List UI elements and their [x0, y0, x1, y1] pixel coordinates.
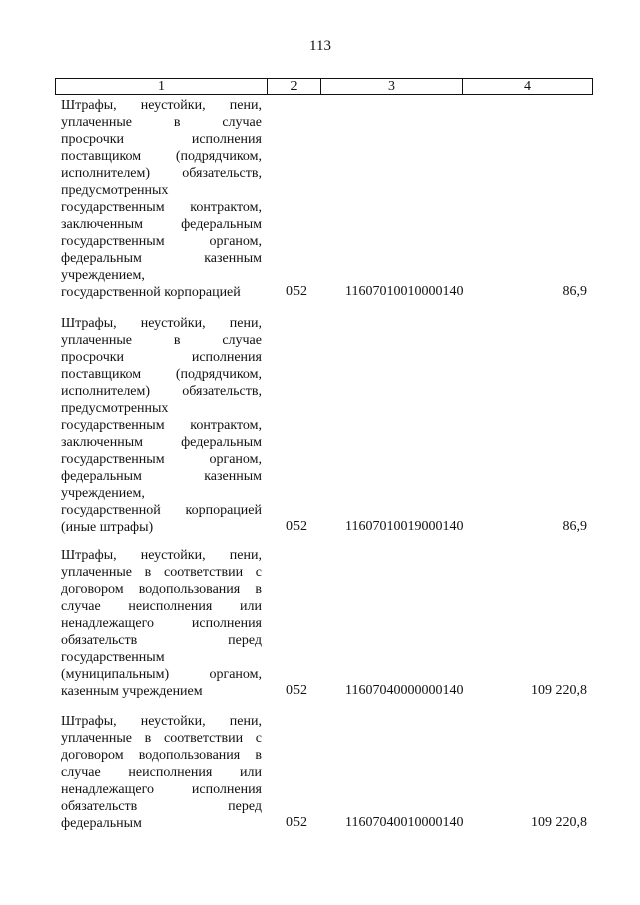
- description-line: случае неисполнения или: [61, 765, 262, 780]
- description-line: предусмотренных: [61, 183, 169, 198]
- row-budget-code: 11607040010000140: [345, 815, 464, 830]
- row-amount: 86,9: [562, 519, 587, 534]
- description-line: обязательств перед: [61, 799, 262, 814]
- description-line: казенным учреждением: [61, 684, 203, 699]
- table-header: [55, 78, 593, 95]
- description-line: Штрафы, неустойки, пени,: [61, 548, 262, 563]
- row-description: [61, 97, 262, 301]
- row-description: [61, 315, 262, 536]
- description-line: договором водопользования в: [61, 582, 262, 597]
- row-budget-code: 11607040000000140: [345, 683, 464, 698]
- description-line: просрочки исполнения: [61, 132, 262, 147]
- row-description: [61, 713, 262, 832]
- description-line: ненадлежащего исполнения: [61, 782, 262, 797]
- description-line: учреждением,: [61, 268, 145, 283]
- description-line: государственной корпорацией: [61, 285, 241, 300]
- description-line: заключенным федеральным: [61, 217, 262, 232]
- description-line: предусмотренных: [61, 401, 169, 416]
- row-amount: 109 220,8: [531, 683, 587, 698]
- description-line: договором водопользования в: [61, 748, 262, 763]
- description-line: поставщиком (подрядчиком,: [61, 367, 262, 382]
- row-budget-code: 11607010019000140: [345, 519, 464, 534]
- description-line: Штрафы, неустойки, пени,: [61, 98, 262, 113]
- header-col-3: 3: [321, 79, 463, 94]
- header-col-2: 2: [268, 79, 321, 94]
- row-amount: 109 220,8: [531, 815, 587, 830]
- description-line: исполнителем) обязательств,: [61, 166, 262, 181]
- description-line: государственным: [61, 650, 165, 665]
- description-line: просрочки исполнения: [61, 350, 262, 365]
- description-line: уплаченные в соответствии с: [61, 565, 262, 580]
- description-line: государственным органом,: [61, 452, 262, 467]
- description-line: Штрафы, неустойки, пени,: [61, 714, 262, 729]
- description-line: Штрафы, неустойки, пени,: [61, 316, 262, 331]
- description-line: федеральным казенным: [61, 251, 262, 266]
- description-line: уплаченные в соответствии с: [61, 731, 262, 746]
- description-line: уплаченные в случае: [61, 333, 262, 348]
- header-col-1: 1: [56, 79, 268, 94]
- row-admin-code: 052: [286, 519, 307, 534]
- description-line: федеральным казенным: [61, 469, 262, 484]
- page-number: 113: [309, 38, 331, 54]
- description-line: ненадлежащего исполнения: [61, 616, 262, 631]
- description-line: государственным контрактом,: [61, 418, 262, 433]
- description-line: федеральным: [61, 816, 142, 831]
- row-admin-code: 052: [286, 284, 307, 299]
- description-line: учреждением,: [61, 486, 145, 501]
- description-line: (иные штрафы): [61, 520, 154, 535]
- row-admin-code: 052: [286, 683, 307, 698]
- description-line: государственным контрактом,: [61, 200, 262, 215]
- row-admin-code: 052: [286, 815, 307, 830]
- header-col-4: 4: [524, 79, 531, 94]
- row-budget-code: 11607010010000140: [345, 284, 464, 299]
- description-line: государственной корпорацией: [61, 503, 262, 518]
- description-line: случае неисполнения или: [61, 599, 262, 614]
- description-line: обязательств перед: [61, 633, 262, 648]
- description-line: уплаченные в случае: [61, 115, 262, 130]
- row-description: [61, 547, 262, 700]
- description-line: исполнителем) обязательств,: [61, 384, 262, 399]
- description-line: заключенным федеральным: [61, 435, 262, 450]
- description-line: поставщиком (подрядчиком,: [61, 149, 262, 164]
- description-line: (муниципальным) органом,: [61, 667, 262, 682]
- row-amount: 86,9: [562, 284, 587, 299]
- description-line: государственным органом,: [61, 234, 262, 249]
